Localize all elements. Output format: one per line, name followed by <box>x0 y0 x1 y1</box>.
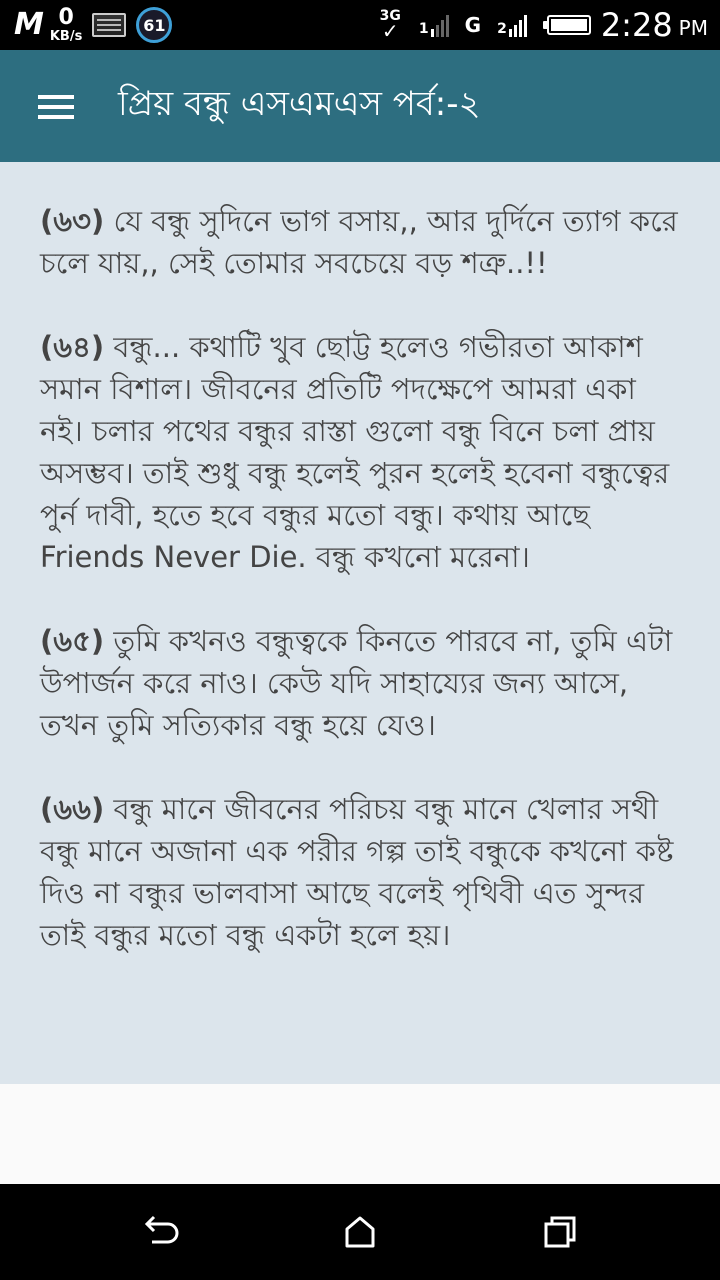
back-button[interactable] <box>120 1184 200 1280</box>
recent-apps-button[interactable] <box>520 1184 600 1280</box>
signal-strength-2-icon <box>497 13 529 37</box>
network-3g-indicator <box>380 9 401 41</box>
sms-paragraph <box>40 326 680 578</box>
page-title: প্রিয় বন্ধু এসএমএস পর্ব:-২ <box>118 83 481 124</box>
sms-list <box>40 200 680 998</box>
sms-text: বন্ধু মানে জীবনের পরিচয় বন্ধু মানে খেলার সথী বন্ধু মানে অজানা এক পরীর গল্প তাই বন্ধুকে কখনো কষ্ট দিও না বন্ধুর ভালবাসা আছে বলেই পৃথিবী এত সুন্দর তাই বন্ধুর মতো বন্ধু একটা হলে হয়। <box>40 792 674 952</box>
carrier-logo-icon: M <box>14 7 44 42</box>
clock-ampm: PM <box>678 16 708 40</box>
sms-paragraph <box>40 788 680 956</box>
sms-number: (৬৪) <box>40 330 105 364</box>
battery-icon <box>547 15 591 35</box>
data-speed-value: 0 <box>58 5 74 30</box>
sms-content-area[interactable] <box>0 162 720 1084</box>
sim1-label: 1 <box>418 21 429 37</box>
home-icon <box>340 1212 380 1252</box>
sms-text: বন্ধু... কথাটি খুব ছোট্ট হলেও গভীরতা আকাশ সমান বিশাল। জীবনের প্রতিটি পদক্ষেপে আমরা একা নই। চলার পথের বন্ধুর রাস্তা গুলো বন্ধু বিনে চলা প্রায় অসম্ভব। তাই শুধু বন্ধু হলেই পুরন হলেই হবেনা বন্ধুত্বের পুর্ন দাবী, হতে হবে বন্ধুর মতো বন্ধু। কথায় আছে Friends Never Die. বন্ধু কখনো মরেনা। <box>40 330 670 574</box>
clock-time: 2:28 <box>600 6 673 44</box>
sms-text: যে বন্ধু সুদিনে ভাগ বসায়,, আর দুর্দিনে ত্যাগ করে চলে যায়,, সেই তোমার সবচেয়ে বড় শত্রু..!! <box>40 204 678 280</box>
sms-paragraph <box>40 620 680 746</box>
hamburger-menu-icon[interactable] <box>38 95 74 119</box>
network-3g-label: 3G <box>379 8 401 24</box>
battery-fill <box>551 19 587 31</box>
sms-number: (৬৬) <box>40 792 105 826</box>
sms-text: তুমি কখনও বন্ধুত্বকে কিনতে পারবে না, তুমি এটা উপার্জন করে নাও। কেউ যদি সাহায্যের জন্য আসে, তখন তুমি সত্যিকার বন্ধু হয়ে যেও। <box>40 624 673 742</box>
blank-area <box>0 1084 720 1184</box>
data-speed-indicator <box>50 7 82 43</box>
status-bar-right <box>380 0 708 50</box>
status-bar-left <box>14 0 172 50</box>
network-g-label: G <box>464 13 482 37</box>
system-navigation-bar <box>0 1184 720 1280</box>
recent-apps-icon <box>540 1212 580 1252</box>
home-button[interactable] <box>320 1184 400 1280</box>
sms-number: (৬৩) <box>40 204 105 238</box>
sms-number: (৬৫) <box>40 624 105 658</box>
check-icon: ✓ <box>381 19 399 43</box>
image-notification-icon <box>92 13 126 37</box>
data-speed-unit: KB/s <box>49 29 83 44</box>
sim2-label: 2 <box>497 21 507 37</box>
back-icon <box>140 1212 180 1252</box>
signal-strength-1-icon <box>419 13 451 37</box>
app-toolbar <box>0 50 720 162</box>
status-bar <box>0 0 720 50</box>
notification-count-badge: 61 <box>136 7 172 43</box>
sms-paragraph <box>40 200 680 284</box>
